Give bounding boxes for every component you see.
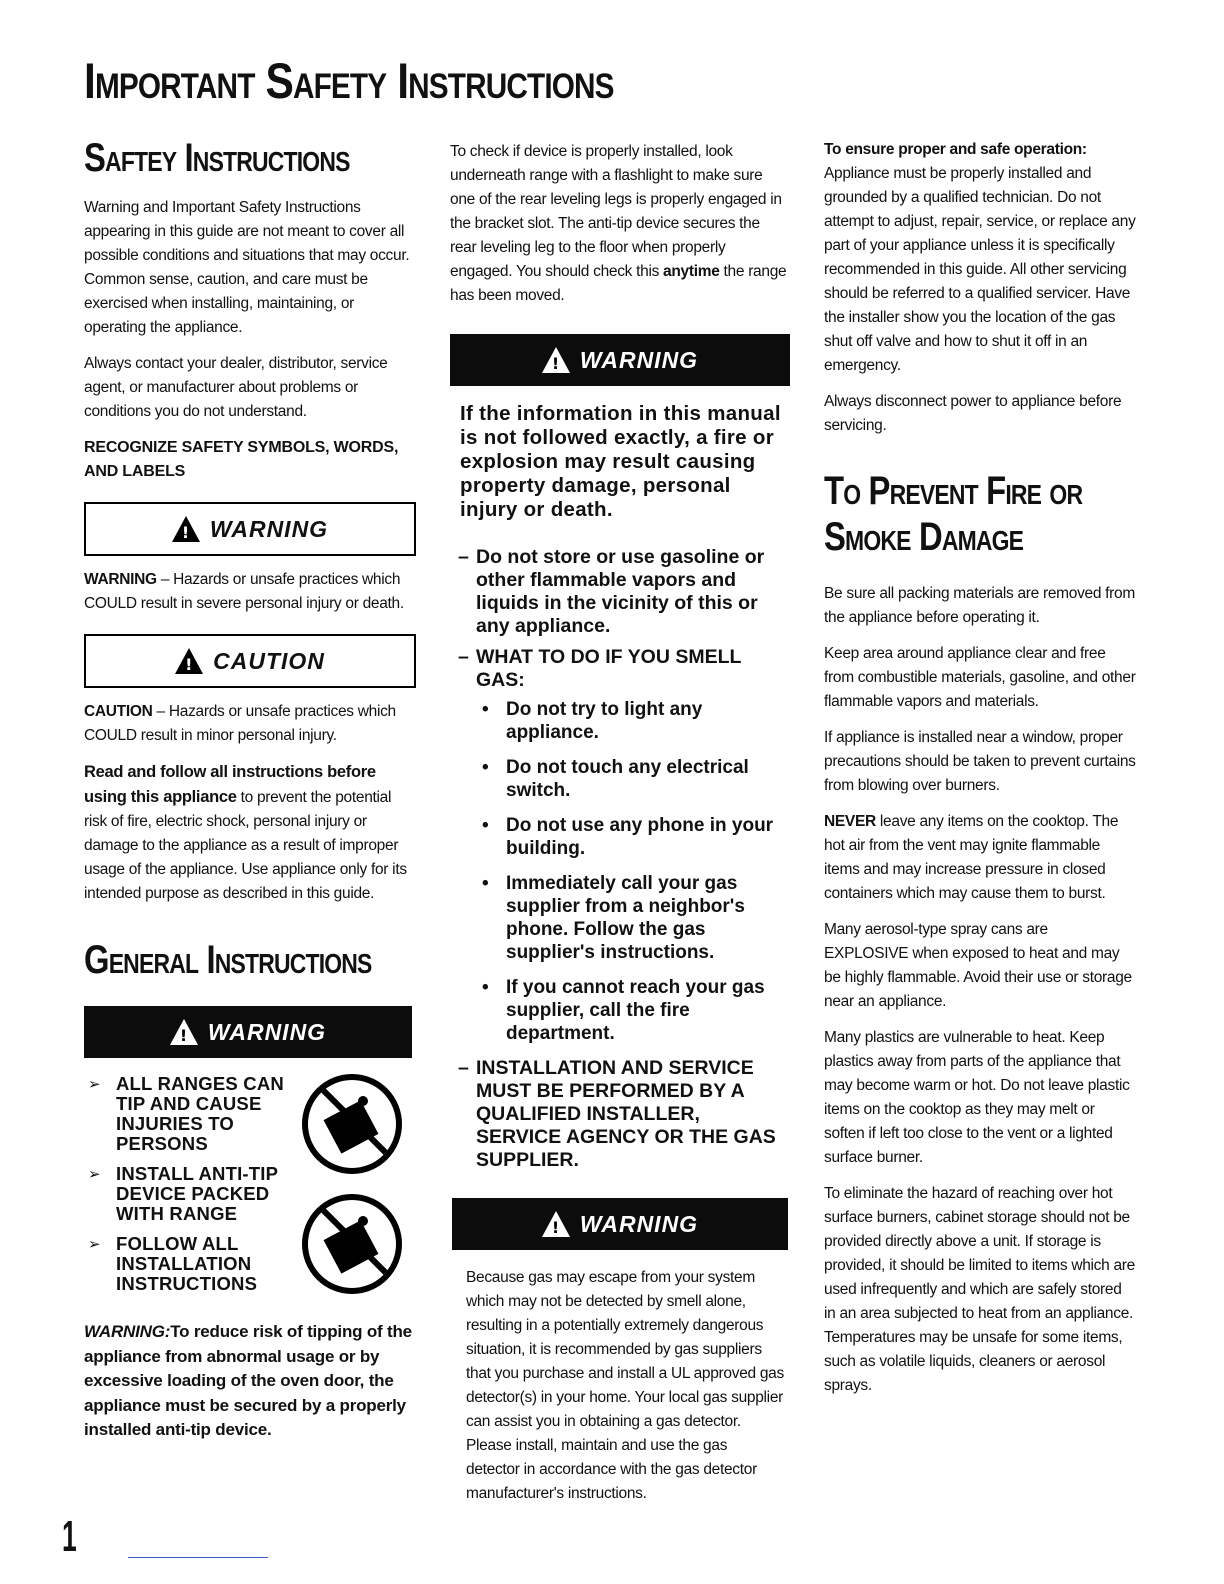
paragraph-storage: To eliminate the hazard of reaching over hot surface burners, cabinet storage should not be provided directly above a unit. If storage is provided, it should be limited to items which are used infrequently and which are safely stored in an area subjected to heat from an appliance. Temperatures may be unsafe for some items, such as volatile liquids, cleaners or aerosol sprays. bbox=[824, 1185, 1135, 1394]
list-item: – WHAT TO DO IF YOU SMELL GAS: • Do not try to light any appliance. • Do not touch any electrical switch. • Do not use any phone in your building. • Immediately call your gas supplier from a neighbor's phone. Follow the gas supplier's instructions. • If you cannot reach your gas supplier, call the fire department. bbox=[450, 646, 790, 1045]
anti-tip-block bbox=[84, 1074, 416, 1324]
warning-signal-word: WARNING bbox=[579, 346, 699, 373]
page-title: Important Safety Instructions bbox=[84, 53, 614, 109]
warning-label-box bbox=[84, 502, 416, 556]
warning-triangle-icon bbox=[172, 516, 200, 542]
list-item: • Do not touch any electrical switch. bbox=[476, 756, 790, 802]
list-item: • Do not use any phone in your building. bbox=[476, 814, 790, 860]
paragraph-gas-detector: Because gas may escape from your system which may not be detected by smell alone, resulting in a potentially extremely dangerous situation, it is recommended by gas suppliers that you purchase and install a UL approved gas detector(s) in your home. Your local gas supplier can assist you in obtaining a gas detector. Please install, maintain and use the gas detector in accordance with the gas detector manufacturer's instructions. bbox=[466, 1269, 784, 1502]
smell-gas-list bbox=[476, 698, 790, 1045]
paragraph-ensure: To ensure proper and safe operation: Appliance must be properly installed and grounded by a qualified technician. Do not attempt to adjust, repair, service, or replace any part of your appliance unless it is specifically recommended in this guide. All other servicing should be referred to a qualified servicer. Have the installer show you the location of the gas shut off valve and how to shut it off in an emergency. bbox=[824, 141, 1136, 374]
page-number: 1 bbox=[62, 1512, 77, 1561]
list-item: • Do not try to light any appliance. bbox=[476, 698, 790, 744]
warning-definition: WARNING – Hazards or unsafe practices which COULD result in severe personal injury or death. bbox=[84, 571, 404, 612]
warning-triangle-icon bbox=[542, 347, 570, 373]
gas-safety-list bbox=[450, 546, 790, 1172]
paragraph-plastics: Many plastics are vulnerable to heat. Keep plastics away from parts of the appliance that may become warm or hot. Do not leave plastic items on the cooktop as they may melt or soften if left too close to the vent or a lighted surface burner. bbox=[824, 1029, 1130, 1166]
tip-warning-text: WARNING:To reduce risk of tipping of the appliance from abnormal usage or by excessive loading of the oven door, the appliance must be secured by a properly installed anti-tip device. bbox=[84, 1322, 412, 1439]
caution-triangle-icon bbox=[175, 648, 203, 674]
caution-label-box bbox=[84, 634, 416, 688]
recognize-heading: RECOGNIZE SAFETY SYMBOLS, WORDS, AND LABELS bbox=[84, 439, 399, 480]
paragraph-contact: Always contact your dealer, distributor, service agent, or manufacturer about problems or conditions you do not understand. bbox=[84, 355, 388, 420]
paragraph-read-follow: Read and follow all instructions before using this appliance to prevent the potential risk of fire, electric shock, personal injury or damage to the appliance as a result of improper usage of the appliance. Use appliance only for its intended purpose as described in this guide. bbox=[84, 763, 407, 902]
warning-signal-word: WARNING bbox=[579, 1210, 699, 1237]
column-right bbox=[824, 130, 1136, 1410]
warning-triangle-icon bbox=[542, 1211, 570, 1237]
footer-rule bbox=[128, 1557, 268, 1558]
anti-tip-list bbox=[84, 1074, 294, 1294]
caution-signal-word: CAUTION bbox=[213, 647, 325, 674]
list-item: • If you cannot reach your gas supplier, call the fire department. bbox=[476, 976, 790, 1045]
section-heading-general: General Instructions bbox=[84, 938, 372, 982]
paragraph-packing: Be sure all packing materials are removed from the appliance before operating it. bbox=[824, 585, 1135, 626]
general-warning-bar bbox=[84, 1006, 412, 1058]
paragraph-check-device: To check if device is properly installed, look underneath range with a flashlight to make sure one of the rear leveling legs is properly engaged in the bracket slot. The anti-tip device secures the rear leveling leg to the floor when properly engaged. You should check this anytime the range has been moved. bbox=[450, 143, 787, 304]
section-heading-fire: To Prevent Fire or Smoke Damage bbox=[824, 469, 1083, 559]
list-item: ➢ INSTALL ANTI-TIP DEVICE PACKED WITH RANGE bbox=[84, 1164, 294, 1224]
warning-signal-word: WARNING bbox=[209, 515, 329, 542]
paragraph-disconnect: Always disconnect power to appliance before servicing. bbox=[824, 393, 1122, 434]
warning-bar-2 bbox=[452, 1198, 788, 1250]
list-item: – Do not store or use gasoline or other flammable vapors and liquids in the vicinity of this or any appliance. bbox=[450, 546, 790, 638]
paragraph-never: NEVER leave any items on the cooktop. The hot air from the vent may ignite flammable items and may increase pressure in closed containers which may cause them to burst. bbox=[824, 813, 1119, 902]
list-item: – INSTALLATION AND SERVICE MUST BE PERFORMED BY A QUALIFIED INSTALLER, SERVICE AGENCY OR THE GAS SUPPLIER. bbox=[450, 1057, 790, 1172]
caution-definition: CAUTION – Hazards or unsafe practices which COULD result in minor personal injury. bbox=[84, 703, 396, 744]
no-tipping-icon bbox=[302, 1194, 402, 1294]
paragraph-intro: Warning and Important Safety Instructions appearing in this guide are not meant to cover all possible conditions and situations that may occur. Common sense, caution, and care must be exercised when installing, maintaining, or operating the appliance. bbox=[84, 199, 410, 336]
column-middle bbox=[450, 130, 790, 1518]
warning-triangle-icon bbox=[170, 1019, 198, 1045]
section-heading-safety: Saftey Instructions bbox=[84, 136, 350, 180]
paragraph-clear-area: Keep area around appliance clear and free from combustible materials, gasoline, and other flammable vapors and materials. bbox=[824, 645, 1136, 710]
list-item: • Immediately call your gas supplier from a neighbor's phone. Follow the gas supplier's instructions. bbox=[476, 872, 790, 964]
warning-bar-1 bbox=[450, 334, 790, 386]
fire-explosion-warning: If the information in this manual is not followed exactly, a fire or explosion may result causing property damage, personal injury or death. bbox=[460, 402, 781, 521]
warning-signal-word: WARNING bbox=[207, 1018, 327, 1045]
list-item: ➢ ALL RANGES CAN TIP AND CAUSE INJURIES TO PERSONS bbox=[84, 1074, 294, 1154]
column-left bbox=[84, 130, 416, 1453]
no-climbing-icon bbox=[302, 1074, 402, 1174]
paragraph-window: If appliance is installed near a window, proper precautions should be taken to prevent curtains from blowing over burners. bbox=[824, 729, 1136, 794]
paragraph-aerosol: Many aerosol-type spray cans are EXPLOSIVE when exposed to heat and may be highly flammable. Avoid their use or storage near an appliance. bbox=[824, 921, 1132, 1010]
list-item: ➢ FOLLOW ALL INSTALLATION INSTRUCTIONS bbox=[84, 1234, 294, 1294]
